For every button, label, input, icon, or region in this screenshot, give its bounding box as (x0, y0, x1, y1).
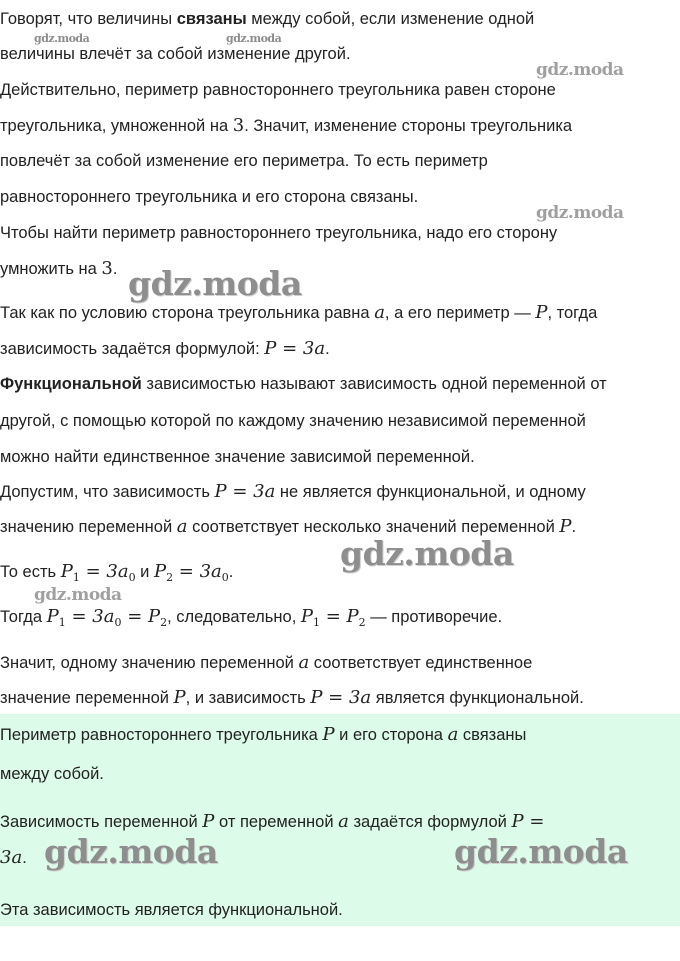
answer-line-1: Периметр равностороннего треугольника P и его сторона a связаны (0, 724, 527, 745)
intro-line-1: Говорят, что величины связаны между собой, если изменение одной (0, 10, 535, 28)
contradiction-line: Тогда $P_1 = 3a_0 = P_2$, следовательно, $P_1 = P_2$ — противоречие. (0, 606, 503, 629)
explanation-line-3: повлечёт за собой изменение его периметра. То есть периметр (0, 152, 488, 170)
explanation-line-1: Действительно, периметр равностороннего треугольника равен стороне (0, 81, 556, 99)
answer-line-4: 3a. (0, 847, 27, 868)
watermark-logo: gdz.moda (340, 534, 514, 573)
conclusion-line-1: Значит, одному значению переменной a соответствует единственное (0, 652, 533, 673)
explanation-line-2: треугольника, умноженной на 3. Значит, изменение стороны треугольника (0, 115, 573, 136)
watermark-logo: gdz.moda (536, 203, 624, 223)
watermark-logo: gdz.moda (44, 832, 218, 871)
watermark-logo: gdz.moda (128, 264, 302, 303)
watermark-logo: gdz.moda (454, 832, 628, 871)
definition-line-3: можно найти единственное значение зависимой переменной. (0, 448, 475, 466)
watermark-logo: gdz.moda (34, 32, 90, 45)
definition-line-1: Функциональной зависимостью называют зависимость одной переменной от (0, 375, 607, 393)
answer-line-2: между собой. (0, 765, 104, 783)
answer-line-5: Эта зависимость является функциональной. (0, 901, 343, 919)
equation-line: То есть $P_1 = 3a_0$ и $P_2 = 3a_0$. (0, 561, 234, 584)
explanation-line-4: равностороннего треугольника и его сторона связаны. (0, 188, 419, 206)
formula-line-2: зависимость задаётся формулой: P = 3a. (0, 338, 330, 359)
watermark-logo: gdz.moda (226, 32, 282, 45)
assumption-line-1: Допустим, что зависимость P = 3a не является функциональной, и одному (0, 481, 586, 502)
intro-line-2: величины влечёт за собой изменение другой. (0, 45, 351, 63)
perimeter-rule-line-1: Чтобы найти периметр равностороннего треугольника, надо его сторону (0, 224, 558, 242)
definition-line-2: другой, с помощью которой по каждому значению независимой переменной (0, 412, 586, 430)
perimeter-rule-line-2: умножить на 3. (0, 258, 118, 279)
watermark-logo: gdz.moda (536, 60, 624, 80)
answer-line-3: Зависимость переменной P от переменной a задаётся формулой P = (0, 811, 545, 832)
formula-line-1: Так как по условию сторона треугольника равна a, а его периметр — P, тогда (0, 302, 598, 323)
conclusion-line-2: значение переменной P, и зависимость P = 3a является функциональной. (0, 687, 584, 708)
watermark-logo: gdz.moda (34, 585, 122, 605)
assumption-line-2: значению переменной a соответствует несколько значений переменной P. (0, 516, 577, 537)
